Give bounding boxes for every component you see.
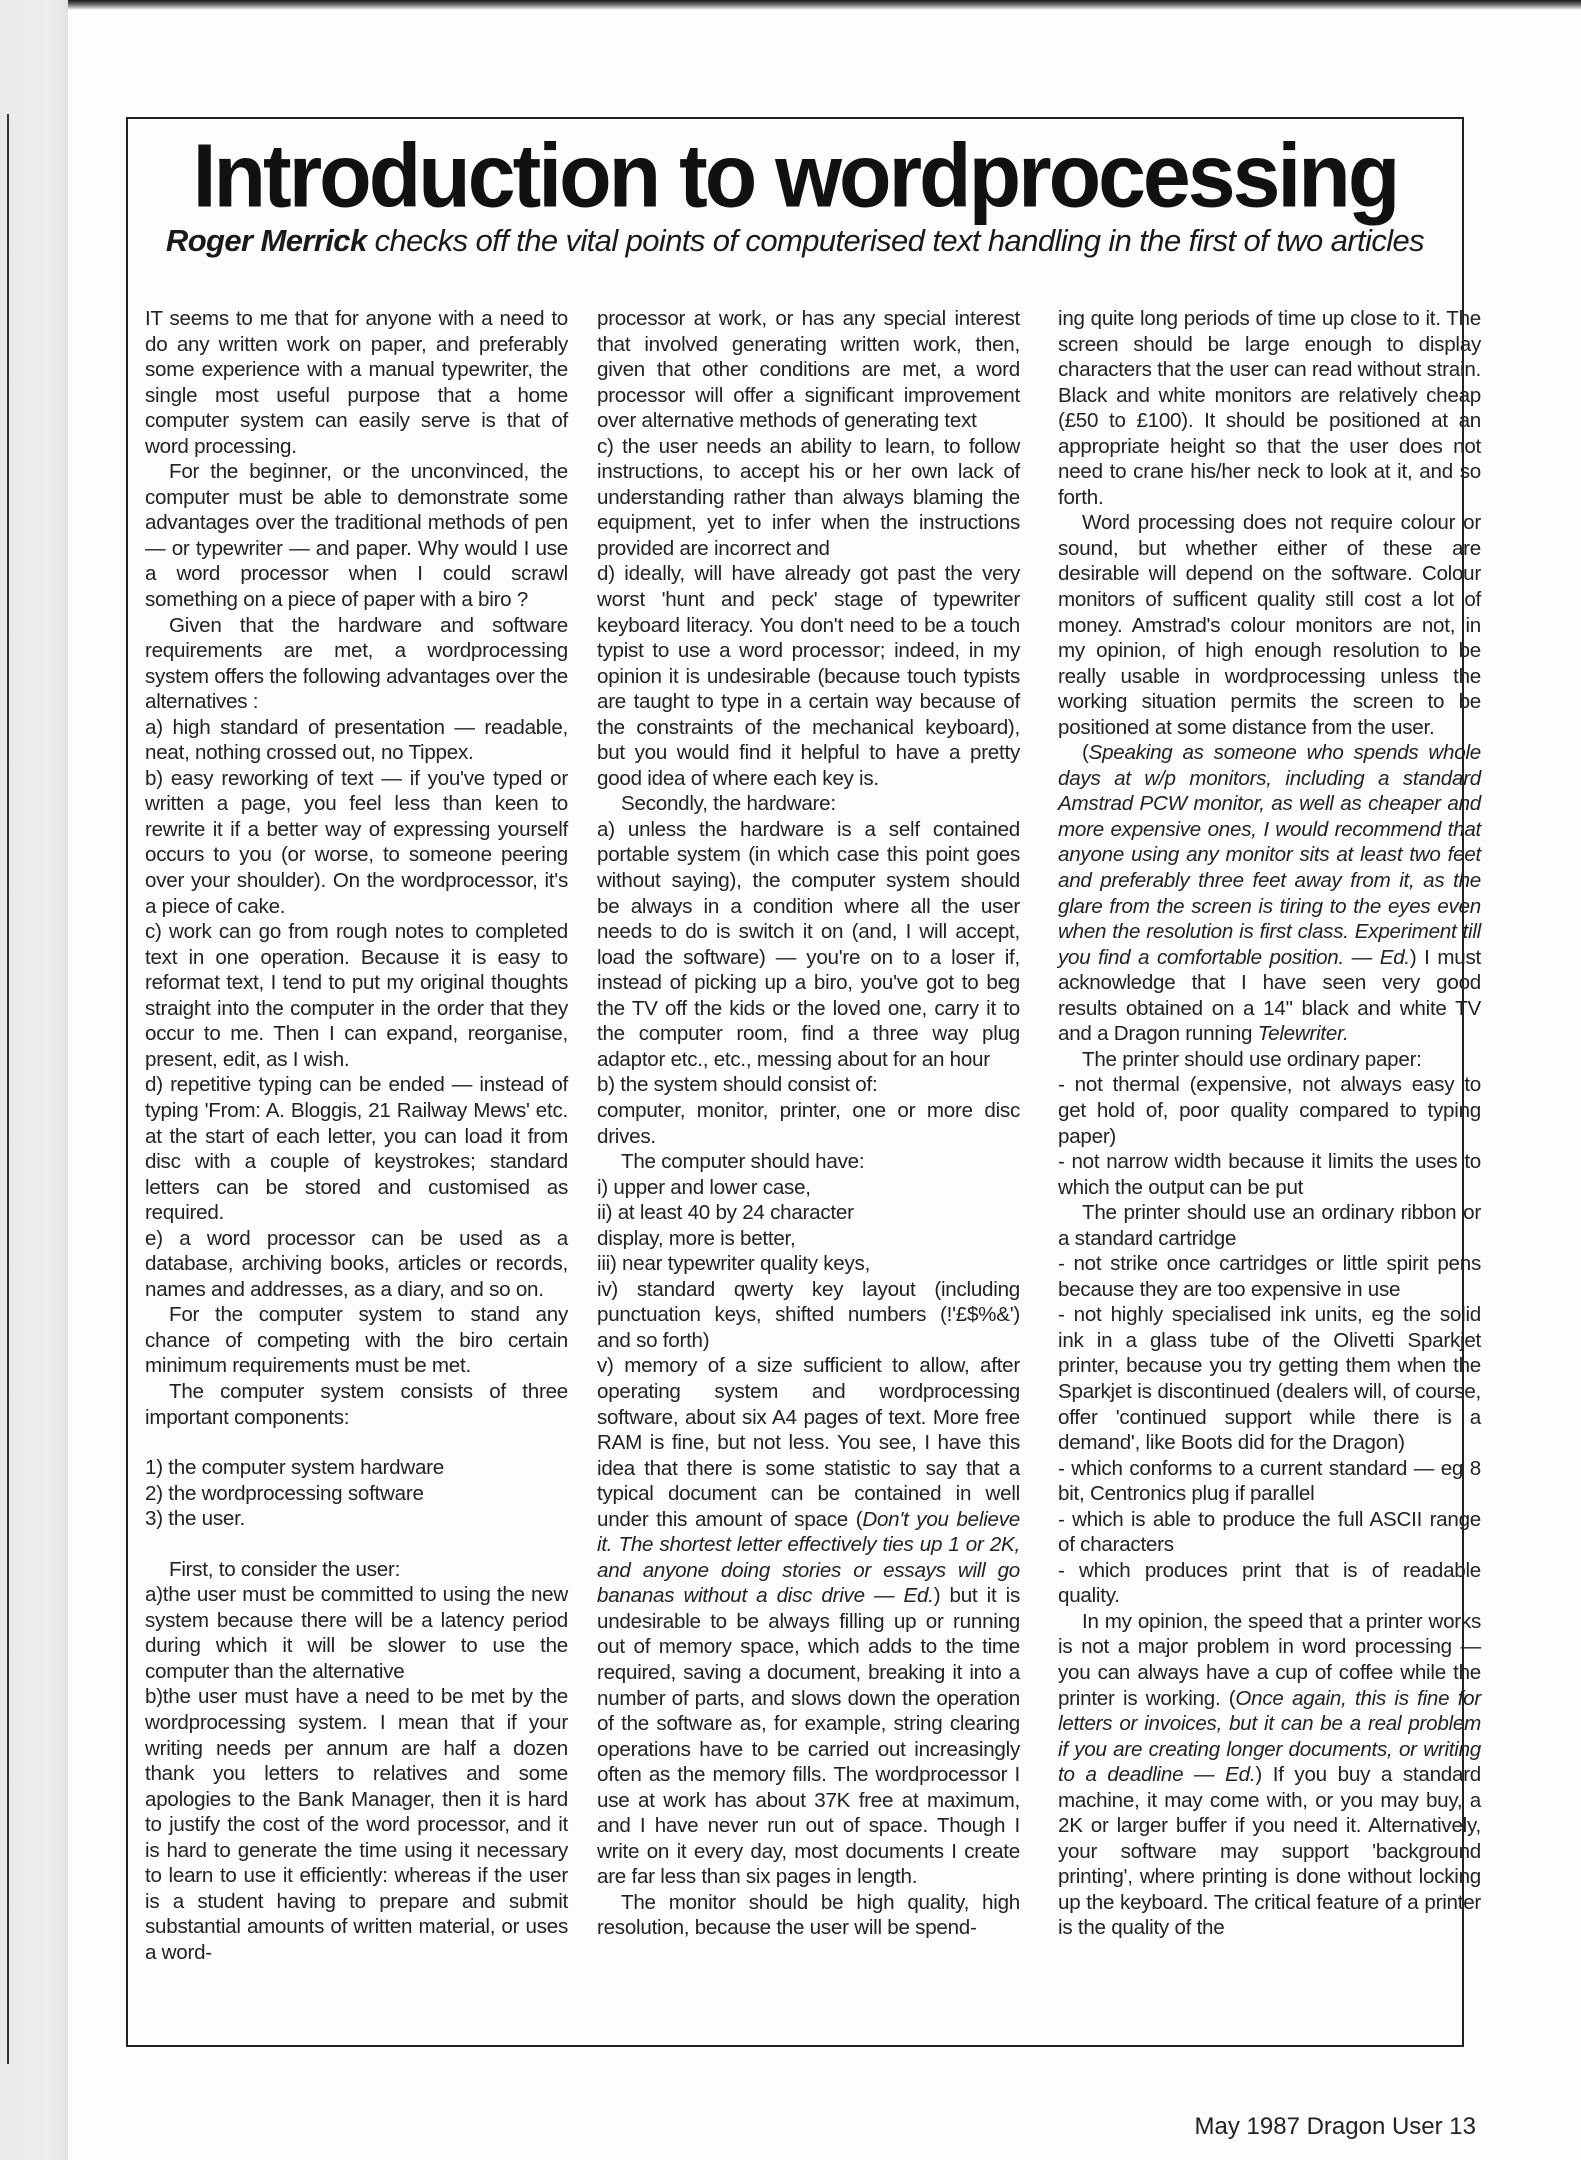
paragraph-text: In my opinion, the speed that a printer works is not a major problem in word processing — you can always have a cup of coffee while the printer is working. ( bbox=[1058, 1609, 1481, 1710]
paragraph bbox=[145, 766, 568, 919]
paragraph bbox=[145, 1379, 568, 1430]
paragraph bbox=[597, 1251, 1020, 1277]
paragraph-text: The printer should use ordinary paper: bbox=[1082, 1047, 1422, 1071]
standfirst-text: checks off the vital points of computerised text handling in the first of two articles bbox=[366, 223, 1425, 258]
author-name: Roger Merrick bbox=[165, 223, 367, 258]
paragraph-text: ) but it is undesirable to be always filling up or running out of memory space, which adds to the time required, saving a document, breaking it into a number of parts, and slows down the operation of the software as, for example, string clearing operations have to be carried out increasingly often as the memory fills. The wordprocessor I use at work has about 37K free at maximum, and I have never run out of space. Though I write on it every day, most documents I create are far less than six pages in length. bbox=[597, 1584, 1020, 1889]
paragraph bbox=[1058, 1149, 1481, 1200]
paragraph-text: ( bbox=[1082, 741, 1089, 765]
paragraph-text: a)the user must be committed to using the new system because there will be a latency period during which it will be slower to use the computer than the alternative bbox=[145, 1583, 568, 1683]
paragraph-text: Secondly, the hardware: bbox=[621, 792, 836, 816]
paragraph bbox=[145, 1302, 568, 1379]
paragraph-text: iv) standard qwerty key layout (including punctuation keys, shifted numbers (!'£$%&') and so forth) bbox=[597, 1277, 1020, 1352]
paragraph-text: e) a word processor can be used as a database, archiving books, articles or records, names and addresses, as a diary, and so on. bbox=[145, 1226, 568, 1301]
paragraph bbox=[145, 1455, 568, 1481]
article-headline: Introduction to wordprocessing bbox=[192, 125, 1398, 227]
paragraph bbox=[597, 1890, 1020, 1941]
paragraph-text: a) high standard of presentation — readable, neat, nothing crossed out, no Tippex. bbox=[145, 715, 568, 765]
previous-page-edge bbox=[0, 0, 68, 2160]
paragraph-text: IT seems to me that for anyone with a need to do any written work on paper, and preferably some experience with a manual typewriter, the single most useful purpose that a home computer system can easily serve is that of word processing. bbox=[145, 307, 568, 458]
paragraph bbox=[1058, 510, 1481, 740]
paragraph bbox=[597, 306, 1020, 434]
editor-note: Speaking as someone who spends whole days at w/p monitors, including a standard Amstrad PCW monitor, as well as cheaper and more expensive ones, I would recommend that anyone using any monitor sits at least two feet and preferably three feet away from it, as the glare from the screen is tiring to the eyes even when the resolution is first class. Experiment till you find a comfortable position. — Ed. bbox=[1058, 741, 1481, 969]
paragraph bbox=[1058, 1200, 1481, 1251]
paragraph-text: - which produces print that is of readable quality. bbox=[1058, 1558, 1481, 1608]
paragraph bbox=[597, 1175, 1020, 1201]
paragraph-text: d) ideally, will have already got past the very worst 'hunt and peck' stage of typewriter keyboard literacy. You don't need to be a touch typist to use a word processor; indeed, in my opinion it is undesirable (because touch typists are taught to type in a certain way because of the constraints of the mechanical keyboard), but you would find it helpful to have a pretty good idea of where each key is. bbox=[597, 562, 1020, 790]
paragraph-text: ii) at least 40 by 24 character bbox=[597, 1201, 854, 1225]
paragraph-text: The computer should have: bbox=[621, 1150, 865, 1174]
column-2 bbox=[597, 306, 1020, 1941]
paragraph bbox=[1058, 306, 1481, 510]
paragraph-text: For the beginner, or the unconvinced, the computer must be able to demonstrate some advantages over the traditional methods of pen — or typewriter — and paper. Why would I use a word processor when I could scrawl something on a piece of paper with a biro ? bbox=[145, 460, 568, 612]
paragraph bbox=[1058, 1072, 1481, 1149]
paragraph bbox=[597, 791, 1020, 817]
paragraph-text: 1) the computer system hardware bbox=[145, 1456, 444, 1480]
paragraph bbox=[597, 434, 1020, 562]
paragraph bbox=[597, 1200, 1020, 1226]
paragraph-text: 2) the wordprocessing software bbox=[145, 1481, 424, 1505]
paragraph-text: - which is able to produce the full ASCII range of characters bbox=[1058, 1507, 1481, 1557]
paragraph bbox=[597, 1149, 1020, 1175]
paragraph-text: computer, monitor, printer, one or more disc drives. bbox=[597, 1098, 1020, 1148]
paragraph-text: iii) near typewriter quality keys, bbox=[597, 1252, 871, 1276]
software-title: Telewriter. bbox=[1257, 1022, 1349, 1046]
paragraph bbox=[1058, 1047, 1481, 1073]
article-standfirst bbox=[126, 222, 1464, 259]
paragraph-text: c) work can go from rough notes to completed text in one operation. Because it is easy to reformat text, I tend to put my original thoughts straight into the computer in the order that they occur to me. Then I can expand, reorganise, present, edit, as I wish. bbox=[145, 920, 568, 1071]
paragraph bbox=[1058, 1251, 1481, 1302]
paragraph-text: b) easy reworking of text — if you've typed or written a page, you feel less than keen to rewrite it if a better way of expressing yourself occurs to you (or worse, to someone peering over your shoulder). On the wordprocessor, it's a piece of cake. bbox=[145, 766, 568, 918]
paragraph bbox=[597, 1226, 1020, 1252]
paragraph-text: - not strike once cartridges or little spirit pens because they are too expensive in use bbox=[1058, 1252, 1481, 1301]
paragraph-text: The printer should use an ordinary ribbon or a standard cartridge bbox=[1058, 1201, 1481, 1250]
paragraph bbox=[1058, 1302, 1481, 1455]
column-3 bbox=[1058, 306, 1481, 1941]
paragraph bbox=[145, 613, 568, 715]
scan-shadow bbox=[68, 0, 1581, 10]
editor-note: Don't you believe it. The shortest letter effectively ties up 1 or 2K, and anyone doing stories or essays will go bananas without a disc drive — Ed. bbox=[597, 1507, 1020, 1608]
paragraph-text: Word processing does not require colour or sound, but whether either of these are desirable will depend on the software. Colour monitors of sufficent quality still cost a lot of money. Amstrad's colour monitors are not, in my opinion, of high enough resolution to be really usable in wordprocessing unless the working situation permits the screen to be positioned at some distance from the user. bbox=[1058, 511, 1481, 739]
paragraph-text: First, to consider the user: bbox=[169, 1557, 401, 1581]
paragraph-text: ing quite long periods of time up close to it. The screen should be large enough to display characters that the user can read without strain. Black and white monitors are relatively cheap (£50 to £100). It should be positioned at an appropriate height so that the user does not need to crane his/her neck to look at it, and so forth. bbox=[1058, 307, 1481, 509]
paragraph bbox=[145, 1684, 568, 1965]
paragraph bbox=[597, 561, 1020, 791]
paragraph bbox=[145, 306, 568, 459]
paragraph-text: 3) the user. bbox=[145, 1507, 246, 1531]
paragraph-text: ) If you buy a standard machine, it may come with, or you may buy, a 2K or larger buffer if you need it. Alternatively, your software may support 'background printing', where printing is done without locking up the keyboard. The critical feature of a printer is the quality of the bbox=[1058, 1763, 1481, 1940]
paragraph-text: - which conforms to a current standard — eg 8 bit, Centronics plug if parallel bbox=[1058, 1456, 1481, 1506]
paragraph bbox=[1058, 1558, 1481, 1609]
paragraph bbox=[145, 1072, 568, 1225]
editor-note: Once again, this is fine for letters or invoices, but it can be a real problem if you are creating longer documents, or writing to a deadline — Ed. bbox=[1058, 1686, 1481, 1787]
paragraph-text: Given that the hardware and software requirements are met, a wordprocessing system offers the following advantages over the alternatives : bbox=[145, 613, 568, 714]
paragraph bbox=[145, 1506, 568, 1532]
paragraph bbox=[597, 1098, 1020, 1149]
paragraph-text: - not highly specialised ink units, eg the solid ink in a glass tube of the Olivetti Sparkjet printer, because you try getting them when the Sparkjet is discontinued (dealers will, of course, offer 'continued support while there is a demand', like Boots did for the Dragon) bbox=[1058, 1303, 1481, 1455]
paragraph-text: c) the user needs an ability to learn, to follow instructions, to accept his or her own lack of understanding rather than always blaming the equipment, yet to infer when the instructions provided are incorrect and bbox=[597, 434, 1020, 560]
column-1 bbox=[145, 306, 568, 1965]
paragraph-text: ) I must acknowledge that I have seen very good results obtained on a 14" black and white TV and a Dragon running bbox=[1058, 945, 1481, 1046]
paragraph bbox=[1058, 1507, 1481, 1558]
paragraph-text: b) the system should consist of: bbox=[597, 1073, 878, 1097]
paragraph bbox=[145, 1481, 568, 1507]
paragraph-text: d) repetitive typing can be ended — instead of typing 'From: A. Bloggis, 21 Railway Mews' etc. at the start of each letter, you can load it from disc with a couple of keystrokes; standard letters can be stored and customised as required. bbox=[145, 1073, 568, 1225]
paragraph-text: For the computer system to stand any chance of competing with the biro certain minimum requirements must be met. bbox=[145, 1303, 568, 1378]
paragraph-text: The computer system consists of three important components: bbox=[145, 1379, 568, 1429]
paragraph bbox=[145, 1557, 568, 1583]
paragraph bbox=[1058, 1456, 1481, 1507]
paragraph-text: - not thermal (expensive, not always easy to get hold of, poor quality compared to typing paper) bbox=[1058, 1073, 1481, 1148]
previous-page-border bbox=[0, 114, 9, 2064]
paragraph bbox=[145, 1226, 568, 1303]
paragraph-text: processor at work, or has any special interest that involved generating written work, then, given that other conditions are met, a word processor will offer a significant improvement over alternative methods of generating text bbox=[597, 307, 1020, 433]
paragraph-text: a) unless the hardware is a self contained portable system (in which case this point goes without saying), the computer system should be always in a condition where all the user needs to do is switch it on (and, I will accept, load the software) — you're on to a loser if, instead of picking up a biro, you've got to beg the TV off the kids or the loved one, carry it to the computer room, find a three way plug adaptor etc., etc., messing about for an hour bbox=[597, 817, 1020, 1071]
paragraph-text: v) memory of a size sufficient to allow, after operating system and wordprocessing software, about six A4 pages of text. More free RAM is fine, but not less. You see, I have this idea that there is some statistic to say that a typical document can be contained in well under this amount of space ( bbox=[597, 1354, 1020, 1531]
paragraph-text: display, more is better, bbox=[597, 1226, 796, 1250]
paragraph-text: b)the user must have a need to be met by the wordprocessing system. I mean that if your writing needs per annum are half a dozen thank you letters to relatives and some apologies to the Bank Manager, then it is hard to justify the cost of the word processor, and it is hard to generate the time using it necessary to learn to use it efficiently: whereas if the user is a student having to prepare and submit substantial amounts of written material, or uses a word- bbox=[145, 1685, 568, 1964]
paragraph bbox=[1058, 740, 1481, 1047]
paragraph bbox=[597, 1277, 1020, 1354]
page-folio: May 1987 Dragon User 13 bbox=[1194, 2113, 1476, 2140]
paragraph bbox=[597, 1072, 1020, 1098]
paragraph bbox=[145, 919, 568, 1072]
paragraph-text: The monitor should be high quality, high resolution, because the user will be spend- bbox=[597, 1890, 1020, 1940]
paragraph-text: i) upper and lower case, bbox=[597, 1175, 811, 1199]
paragraph bbox=[597, 1353, 1020, 1889]
paragraph bbox=[145, 459, 568, 612]
paragraph bbox=[145, 715, 568, 766]
paragraph-text: - not narrow width because it limits the uses to which the output can be put bbox=[1058, 1150, 1481, 1199]
paragraph bbox=[145, 1582, 568, 1684]
paragraph bbox=[597, 817, 1020, 1072]
paragraph bbox=[1058, 1609, 1481, 1941]
